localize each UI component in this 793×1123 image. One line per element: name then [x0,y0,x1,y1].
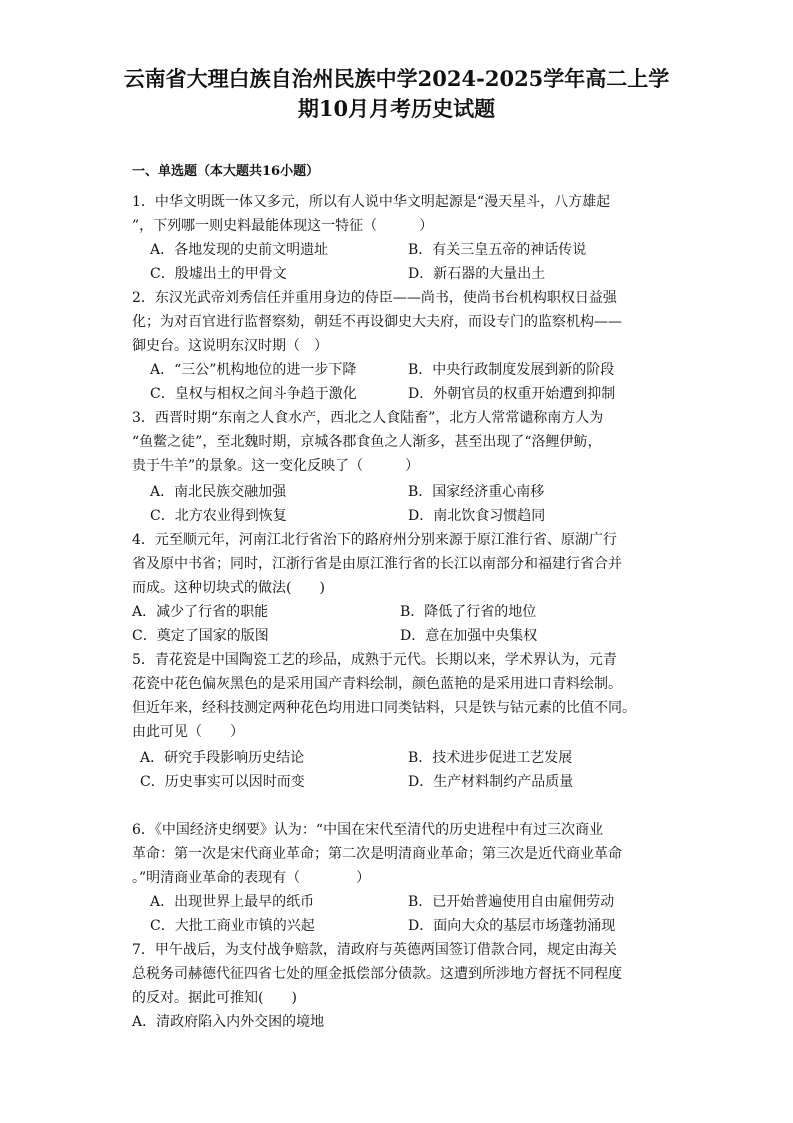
question-3-line-2: “鱼鳖之徒”，至北魏时期，京城各郡食鱼之人渐多，甚至出现了“洛鲤伊鲂， [132,434,602,450]
question-3-option-d: D．南北饮食习惯趋同 [408,508,546,524]
question-1-option-d: D．新石器的大量出土 [408,266,546,282]
question-6-option-b: B．已开始普遍使用自由雇佣劳动 [408,894,615,910]
question-6-line-3: 。”明清商业革命的表现有（ ） [132,870,371,886]
question-2-option-d: D．外朝官员的权重开始遭到抑制 [408,386,616,402]
question-1-options [132,238,672,286]
question-7-line-1: 7．甲午战后，为支付战争赔款，清政府与英德两国签订借款合同，规定由海关 [132,942,617,958]
question-4-line-3: 而成。这种切块式的做法( ) [132,580,325,596]
question-6-line-1: 6．《中国经济史纲要》认为：“中国在宋代至清代的历史进程中有过三次商业 [132,822,604,838]
title-line-1: 云南省大理白族自治州民族中学2024-2025学年高二上学 [123,66,670,91]
question-1-option-b: B．有关三皇五帝的神话传说 [408,242,587,258]
question-7-line-3: 的反对。据此可推知( ) [132,990,297,1006]
question-5-line-1: 5．青花瓷是中国陶瓷工艺的珍品，成熟于元代。长期以来，学术界认为，元青 [132,652,617,668]
question-6-option-a: A．出现世界上最早的纸币 [150,894,315,910]
question-5-option-c: C．历史事实可以因时而变 [140,774,305,790]
question-7-line-2: 总税务司赫德代征四省七处的厘金抵偿部分债款。这遭到所涉地方督抚不同程度 [132,966,622,982]
question-1-line-1: 1．中华文明既一体又多元，所以有人说中华文明起源是“漫天星斗，八方雄起 [132,194,611,210]
title-line-2: 期10月月考历史试题 [297,96,496,121]
question-4 [132,528,672,600]
question-2-option-a: A．“三公”机构地位的进一步下降 [150,362,357,378]
question-1-line-2: ”，下列哪一则史料最能体现这一特征（ ） [132,218,434,234]
page-title [100,64,693,124]
question-7-options [132,1010,672,1034]
question-6-option-d: D．面向大众的基层市场蓬勃涌现 [408,918,616,934]
question-5-line-4: 由此可见（ ） [132,724,244,740]
question-2-line-2: 化；为对百官进行监督察劾，朝廷不再设御史大夫府，而设专门的监察机构—— [132,314,622,330]
question-3-option-b: B．国家经济重心南移 [408,484,545,500]
question-4-line-1: 4．元至顺元年，河南江北行省治下的路府州分别来源于原江淮行省、原湖广行 [132,532,617,548]
question-5-line-3: 但近年来，经科技测定两种花色均用进口同类钴料，只是铁与钴元素的比值不同。 [132,700,636,716]
question-6 [132,818,672,890]
question-5 [132,648,672,744]
question-4-option-a: A．减少了行省的职能 [132,604,269,620]
question-3-option-c: C．北方农业得到恢复 [150,508,287,524]
question-7-option-a: A．清政府陷入内外交困的境地 [132,1014,325,1030]
question-2-line-3: 御史台。这说明东汉时期（ ） [132,338,328,354]
question-2-line-1: 2．东汉光武帝刘秀信任并重用身边的侍臣——尚书，使尚书台机构职权日益强 [132,290,617,306]
question-3-line-1: 3．西晋时期“东南之人食水产，西北之人食陆畜”，北方人常常谴称南方人为 [132,410,604,426]
question-1 [132,190,672,238]
question-5-line-2: 花瓷中花色偏灰黑色的是采用国产青料绘制，颜色蓝艳的是采用进口青料绘制。 [132,676,622,692]
question-2-option-b: B．中央行政制度发展到新的阶段 [408,362,615,378]
question-2-option-c: C．皇权与相权之间斗争趋于激化 [150,386,357,402]
question-3-line-3: 贵于牛羊”的景象。这一变化反映了（ ） [132,458,420,474]
question-5-option-a: A．研究手段影响历史结论 [140,750,305,766]
question-1-option-c: C．殷墟出土的甲骨文 [150,266,287,282]
question-3-options [132,480,672,528]
question-5-options [132,746,672,794]
question-2-options [132,358,672,406]
section-heading: 一、单选题（本大题共16小题） [132,164,320,179]
question-1-option-a: A．各地发现的史前文明遗址 [150,242,329,258]
question-6-line-2: 革命：第一次是宋代商业革命；第二次是明清商业革命；第三次是近代商业革命 [132,846,622,862]
question-6-option-c: C．大批工商业市镇的兴起 [150,918,315,934]
question-4-line-2: 省及原中书省；同时，江浙行省是由原江淮行省的长江以南部分和福建行省合并 [132,556,622,572]
question-4-option-b: B．降低了行省的地位 [400,604,537,620]
question-2 [132,286,672,358]
question-6-options [132,890,672,938]
question-4-option-d: D．意在加强中央集权 [400,628,538,644]
question-7 [132,938,672,1010]
question-5-option-d: D．生产材料制约产品质量 [408,774,574,790]
question-3 [132,406,672,478]
question-3-option-a: A．南北民族交融加强 [150,484,287,500]
question-4-options [132,600,672,648]
question-5-option-b: B．技术进步促进工艺发展 [408,750,573,766]
question-4-option-c: C．奠定了国家的版图 [132,628,269,644]
